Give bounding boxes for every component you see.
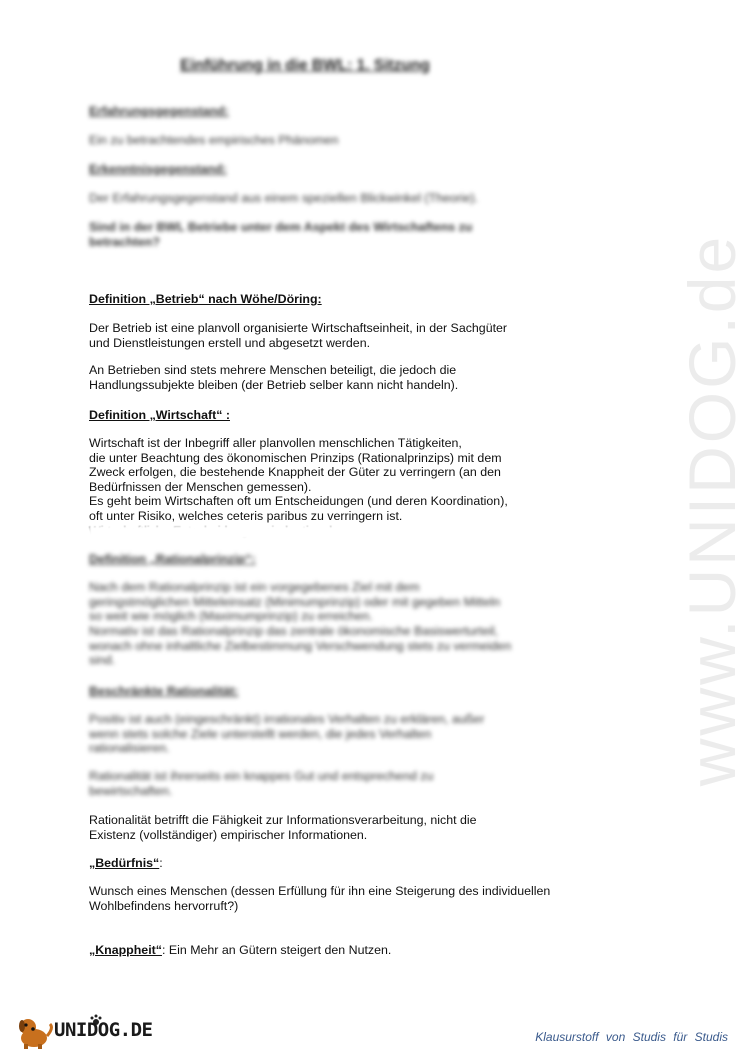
text-erfahrungsgegenstand: Ein zu betrachtendes empirisches Phänomen — [89, 133, 339, 147]
footer-slogan: Klausurstoff von Studis für Studis — [535, 1030, 728, 1044]
line: Der Betrieb ist eine planvoll organisierte Wirtschaftseinheit, in der Sachgüter — [89, 321, 508, 335]
beduerfnis-colon: : — [159, 856, 163, 870]
line: Rationalität betrifft die Fähigkeit zur Informationsverarbeitung, nicht die — [89, 813, 477, 827]
heading-beduerfnis — [89, 856, 539, 871]
line: Wirtschaft ist der Inbegriff aller planvollen menschlichen Tätigkeiten, — [89, 436, 462, 450]
line: die unter Beachtung des ökonomischen Prinzips (Rationalprinzips) mit dem — [89, 450, 502, 465]
line: Es geht beim Wirtschaften oft um Entscheidungen (und deren Koordination), — [89, 494, 508, 509]
paragraph-betrieb-1 — [89, 321, 559, 350]
text-rationalprinzip-2: Normativ ist das Rationalprinzip das zentrale ökonomische Basiswerturteil, wonach ohne inhaltliche Zielbestimmung Verschwendung stets zu vermeiden sind. — [89, 624, 512, 668]
paragraph-knappheit — [89, 943, 589, 958]
heading-rationalprinzip: Definition „Rationalprinzip“: — [89, 552, 256, 566]
line: Zweck erfolgen, die bestehende Knappheit der Güter zu verringern (an den — [89, 465, 501, 480]
line: Handlungssubjekte bleiben (der Betrieb selber kann nicht handeln). — [89, 377, 459, 392]
line: Existenz (vollständiger) empirischer Informationen. — [89, 827, 368, 842]
dog-icon — [14, 1014, 56, 1050]
heading-beschraenkte-rationalitaet: Beschränkte Rationalität: — [89, 684, 239, 698]
line: Bedürfnissen der Menschen gemessen). — [89, 479, 312, 494]
heading-betrieb: Definition „Betrieb“ nach Wöhe/Döring: — [89, 292, 322, 306]
text-erkenntnisgegenstand: Der Erfahrungsgegenstand aus einem speziellen Blickwinkel (Theorie). — [89, 191, 479, 205]
heading-wirtschaft: Definition „Wirtschaft“ : — [89, 408, 230, 422]
heading-erfahrungsgegenstand: Erfahrungsgegenstand: — [89, 104, 229, 118]
page-title: Einführung in die BWL: 1. Sitzung — [180, 57, 430, 74]
question-text: Sind in der BWL Betriebe unter dem Aspekt des Wirtschaftens zu betrachten? — [89, 220, 473, 249]
line: und Dienstleistungen erstell und abgesetzt werden. — [89, 335, 371, 350]
beduerfnis-term: „Bedürfnis“ — [89, 856, 160, 870]
line: Wohlbefindens hervorruft?) — [89, 898, 239, 913]
line: oft unter Risiko, welches ceteris paribus zu verringern ist. — [89, 508, 403, 523]
line: Wunsch eines Menschen (dessen Erfüllung für ihn eine Steigerung des individuellen — [89, 884, 551, 898]
paragraph-rationalitaet — [89, 813, 559, 842]
heading-erkenntnisgegenstand: Erkenntnisgegenstand: — [89, 162, 227, 176]
logo-text: UNIDOG.DE — [54, 1019, 153, 1041]
watermark: www.UNIDOG.de — [675, 233, 749, 787]
text-rationalprinzip-1: Nach dem Rationalprinzip ist ein vorgegebenes Ziel mit dem geringstmöglichen Mitteleinsatz (Minimumprinzip) oder mit gegeben Mitteln so weit wie möglich (Maximumprinzip) zu erreichen. — [89, 580, 501, 624]
unidog-logo — [14, 1014, 164, 1050]
text-beschraenkte-rationalitaet-2: Rationalität ist ihrerseits ein knappes Gut und entsprechend zu bewirtschaften. — [89, 769, 434, 798]
paragraph-betrieb-2 — [89, 363, 559, 392]
paragraph-wirtschaft — [89, 436, 569, 538]
line: An Betrieben sind stets mehrere Menschen beteiligt, die jedoch die — [89, 363, 457, 377]
text-beschraenkte-rationalitaet-1: Positiv ist auch (eingeschränkt) irrationales Verhalten zu erklären, außer wenn stets solche Ziele unterstellt werden, die jedes Verhalten rationalisieren. — [89, 712, 485, 756]
blur-overlay — [89, 526, 349, 539]
knappheit-term: „Knappheit“ — [89, 943, 162, 957]
knappheit-text: : Ein Mehr an Gütern steigert den Nutzen. — [161, 943, 392, 957]
paragraph-beduerfnis — [89, 884, 589, 913]
